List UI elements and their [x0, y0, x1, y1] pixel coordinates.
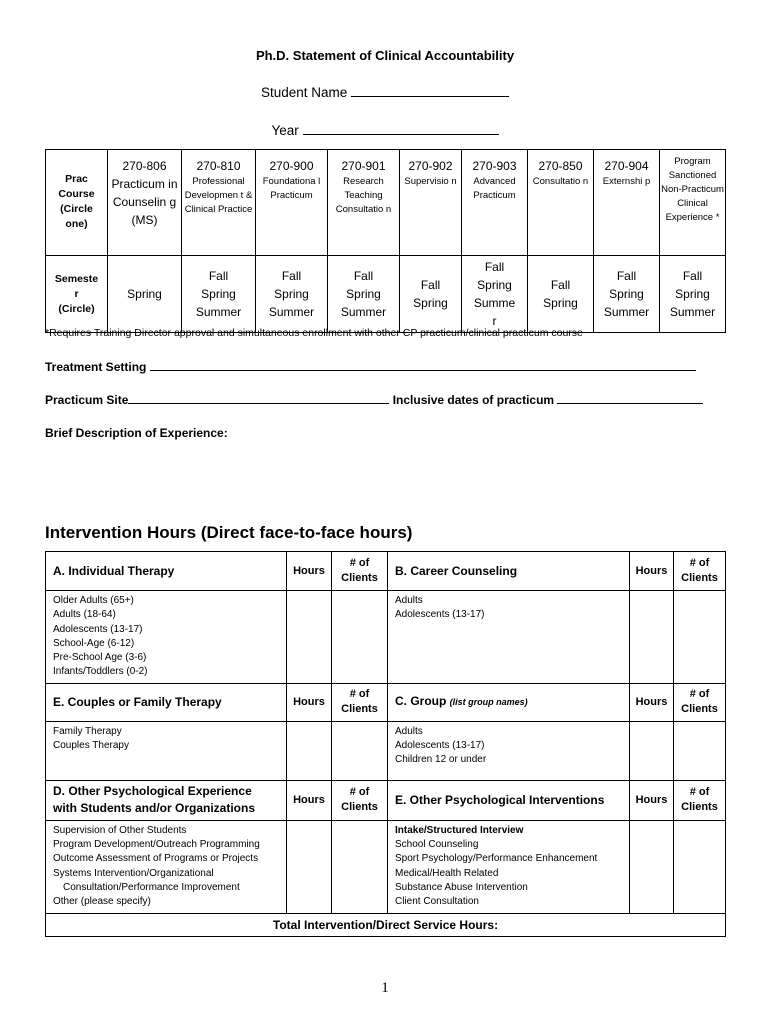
list-item: Adolescents (13-17): [53, 623, 143, 635]
footnote: *Requires Training Director approval and simultaneous enrollment with other CP practicum/clinical practicum course: [45, 327, 583, 339]
treatment-setting-field[interactable]: [150, 359, 696, 371]
semester-cell[interactable]: Fall Spring Summer: [182, 256, 256, 333]
couples-hours-field[interactable]: [287, 721, 332, 780]
practicum-site-field[interactable]: [128, 392, 389, 404]
clients-header: # of Clients: [674, 683, 726, 721]
hours-header: Hours: [287, 552, 332, 591]
other-experience-hours-field[interactable]: [287, 820, 332, 913]
clients-header: # of Clients: [332, 552, 388, 591]
semester-cell[interactable]: Fall Spring Summer: [594, 256, 660, 333]
table-row: [46, 552, 726, 591]
course-270-850[interactable]: [528, 150, 594, 256]
career-counseling-title: B. Career Counseling: [388, 552, 630, 591]
hours-header: Hours: [287, 683, 332, 721]
list-item: Family Therapy: [53, 725, 122, 737]
other-interventions-hours-field[interactable]: [630, 820, 674, 913]
clients-header: # of Clients: [332, 780, 388, 820]
hours-header: Hours: [287, 780, 332, 820]
list-item: Intake/Structured Interview: [395, 824, 524, 836]
semester-cell[interactable]: Fall Spring Summe r: [462, 256, 528, 333]
list-item: Medical/Health Related: [395, 867, 499, 879]
list-item: Consultation/Performance Improvement: [63, 881, 240, 893]
list-item: Pre-School Age (3-6): [53, 652, 147, 664]
list-item: Adults: [395, 725, 423, 737]
group-title: C. Group (list group names): [388, 683, 630, 721]
group-items: [388, 721, 630, 780]
individual-therapy-title: A. Individual Therapy: [46, 552, 287, 591]
list-item: Older Adults (65+): [53, 595, 134, 606]
group-hours-field[interactable]: [630, 721, 674, 780]
individual-therapy-items: [46, 591, 287, 684]
career-clients-field[interactable]: [674, 591, 726, 684]
list-item: School-Age (6-12): [53, 637, 135, 649]
clients-header: # of Clients: [674, 780, 726, 820]
course-name: Program Sanctioned Non-Practicum Clinical Experience *: [661, 156, 724, 223]
course-270-900[interactable]: [256, 150, 328, 256]
semester-row-label: Semeste r (Circle): [46, 256, 108, 333]
hours-header: Hours: [630, 780, 674, 820]
course-name: Consultatio n: [532, 176, 589, 187]
hours-header: Hours: [630, 552, 674, 591]
clients-header: # of Clients: [332, 683, 388, 721]
table-row: [46, 591, 726, 684]
semester-cell[interactable]: Fall Spring: [400, 256, 462, 333]
intervention-heading: Intervention Hours (Direct face-to-face hours): [45, 523, 413, 542]
course-name: Practicum in Counselin g (MS): [111, 177, 178, 227]
practicum-site-label: Practicum Site: [45, 393, 129, 407]
course-code: 270-810: [196, 159, 241, 173]
table-row: [46, 820, 726, 913]
other-experience-items: [46, 820, 287, 913]
student-name-field[interactable]: [351, 85, 509, 97]
student-name-label: Student Name: [260, 85, 348, 100]
list-item: Adolescents (13-17): [395, 740, 485, 752]
list-item: Children 12 or under: [395, 754, 487, 766]
couples-clients-field[interactable]: [332, 721, 388, 780]
total-hours-label: Total Intervention/Direct Service Hours:: [46, 913, 726, 936]
inclusive-dates-label: Inclusive dates of practicum: [392, 393, 555, 407]
course-name: Externshi p: [602, 176, 651, 187]
table-row: [46, 913, 726, 936]
course-270-806[interactable]: [108, 150, 182, 256]
course-program-sanctioned[interactable]: [660, 150, 726, 256]
table-row: [46, 721, 726, 780]
list-item: Infants/Toddlers (0-2): [53, 666, 148, 678]
course-270-903[interactable]: [462, 150, 528, 256]
list-item: Adults: [395, 595, 423, 606]
other-interventions-clients-field[interactable]: [674, 820, 726, 913]
individual-hours-field[interactable]: [287, 591, 332, 684]
year-label: Year: [271, 123, 299, 138]
individual-clients-field[interactable]: [332, 591, 388, 684]
course-270-902[interactable]: [400, 150, 462, 256]
course-row-label: Prac Course (Circle one): [46, 150, 108, 256]
list-item: School Counseling: [395, 839, 479, 851]
list-item: Client Consultation: [395, 896, 479, 908]
course-270-810[interactable]: [182, 150, 256, 256]
semester-cell[interactable]: Fall Spring Summer: [328, 256, 400, 333]
document-title: Ph.D. Statement of Clinical Accountability: [255, 48, 515, 63]
table-row: [46, 780, 726, 820]
couples-family-title: E. Couples or Family Therapy: [46, 683, 287, 721]
course-code: 270-900: [269, 159, 314, 173]
other-interventions-items: [388, 820, 630, 913]
intervention-hours-table: [45, 551, 726, 937]
group-note: (list group names): [449, 697, 528, 708]
list-item: Couples Therapy: [53, 740, 129, 752]
semester-cell[interactable]: Fall Spring: [528, 256, 594, 333]
list-item: Other (please specify): [53, 896, 151, 908]
couples-family-items: [46, 721, 287, 780]
list-item: Substance Abuse Intervention: [395, 881, 528, 893]
table-row: [46, 683, 726, 721]
inclusive-dates-field[interactable]: [557, 392, 703, 404]
course-name: Professional Developmen t & Clinical Practice: [184, 176, 253, 215]
semester-cell[interactable]: Spring: [108, 256, 182, 333]
course-270-904[interactable]: [594, 150, 660, 256]
career-hours-field[interactable]: [630, 591, 674, 684]
course-code: 270-901: [341, 159, 386, 173]
semester-cell[interactable]: Fall Spring Summer: [256, 256, 328, 333]
course-name: Advanced Practicum: [473, 176, 516, 201]
course-name: Supervisio n: [404, 176, 457, 187]
list-item: Sport Psychology/Performance Enhancement: [395, 853, 598, 865]
group-clients-field[interactable]: [674, 721, 726, 780]
list-item: Adults (18-64): [53, 609, 116, 621]
treatment-setting-row: [45, 359, 696, 374]
course-name: Research Teaching Consultatio n: [335, 176, 392, 215]
list-item: Systems Intervention/Organizational: [53, 867, 214, 879]
year-row: [0, 123, 770, 138]
year-field[interactable]: [303, 123, 499, 135]
practicum-site-row: [45, 392, 703, 407]
course-code: 270-903: [472, 159, 517, 173]
semester-row: [46, 256, 726, 333]
other-interventions-title: E. Other Psychological Interventions: [388, 780, 630, 820]
other-experience-title: D. Other Psychological Experience with Students and/or Organizations: [46, 780, 287, 820]
course-270-901[interactable]: [328, 150, 400, 256]
treatment-setting-label: Treatment Setting: [45, 360, 147, 374]
student-name-row: [0, 85, 770, 100]
course-name: Foundationa l Practicum: [262, 176, 321, 201]
other-experience-clients-field[interactable]: [332, 820, 388, 913]
list-item: Adolescents (13-17): [395, 609, 485, 621]
course-code: 270-902: [408, 159, 453, 173]
course-code: 270-806: [122, 159, 167, 173]
page-number: 1: [381, 980, 389, 996]
course-code: 270-850: [538, 159, 583, 173]
list-item: Outcome Assessment of Programs or Projects: [53, 853, 259, 865]
career-counseling-items: [388, 591, 630, 684]
brief-description-label: Brief Description of Experience:: [45, 426, 228, 440]
clients-header: # of Clients: [674, 552, 726, 591]
list-item: Program Development/Outreach Programming: [53, 839, 260, 851]
course-table: [45, 149, 726, 333]
hours-header: Hours: [630, 683, 674, 721]
semester-cell[interactable]: Fall Spring Summer: [660, 256, 726, 333]
course-row: [46, 150, 726, 256]
list-item: Supervision of Other Students: [53, 824, 187, 836]
course-code: 270-904: [604, 159, 649, 173]
